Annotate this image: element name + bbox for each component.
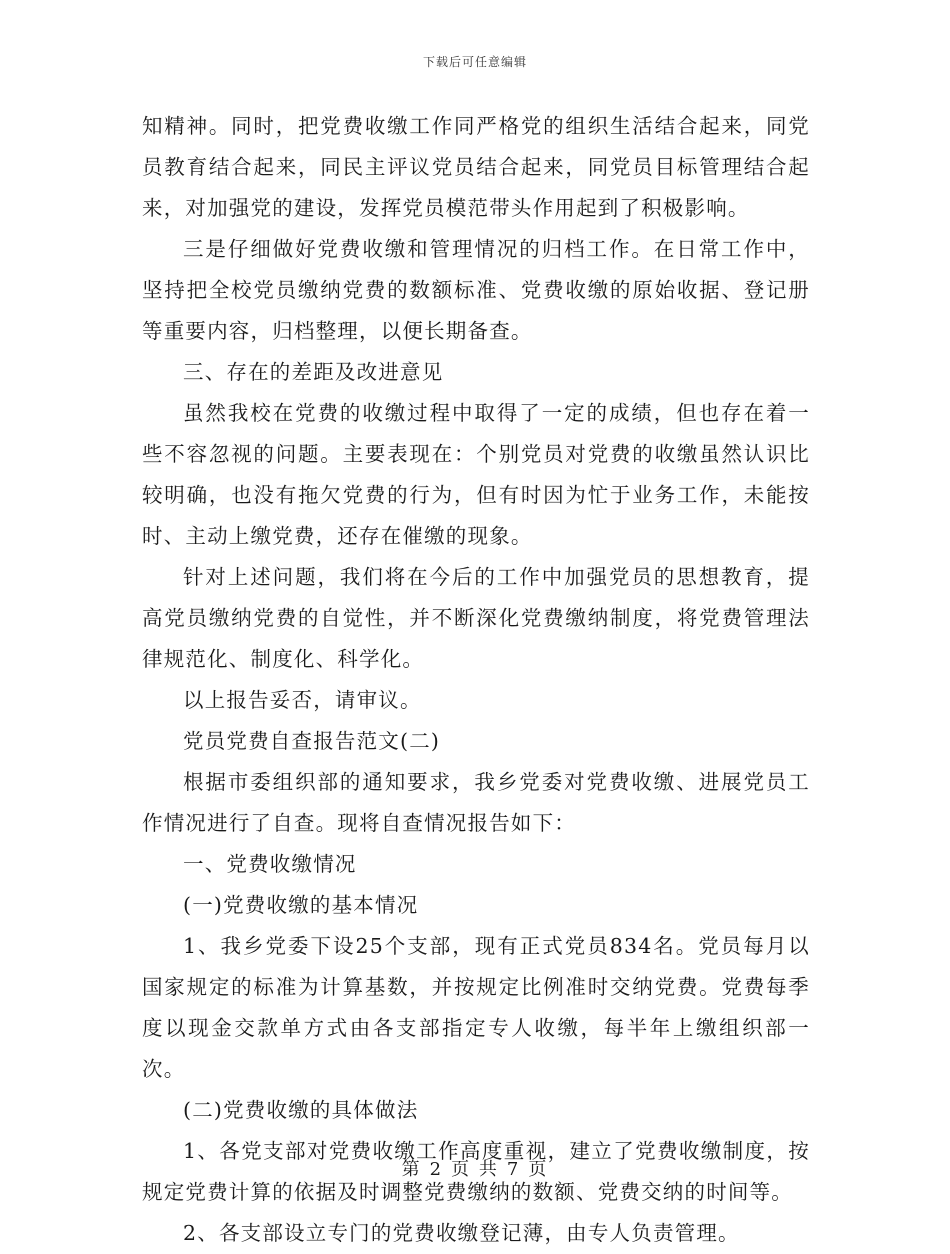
paragraph: 1、各党支部对党费收缴工作高度重视，建立了党费收缴制度，按规定党费计算的依据及时调整党费缴纳的数额、党费交纳的时间等。 [142, 1139, 810, 1204]
paragraph: 虽然我校在党费的收缴过程中取得了一定的成绩，但也存在着一些不容忽视的问题。主要表现在：个别党员对党费的收缴虽然认识比较明确，也没有拖欠党费的行为，但有时因为忙于业务工作，未能按时、主动上缴党费，还存在催缴的现象。 [142, 401, 810, 548]
section-heading: 一、党费收缴情况 [183, 852, 357, 876]
section-heading: 三、存在的差距及改进意见 [183, 360, 444, 384]
page-number-middle: 页 共 [451, 1159, 499, 1180]
paragraph: 根据市委组织部的通知要求，我乡党委对党费收缴、进展党员工作情况进行了自查。现将自查情况报告如下： [142, 770, 810, 835]
document-body [142, 106, 810, 1254]
paragraph: 三是仔细做好党费收缴和管理情况的归档工作。在日常工作中，坚持把全校党员缴纳党费的数额标准、党费收缴的原始收据、登记册等重要内容，归档整理，以便长期备查。 [142, 237, 810, 343]
paragraph: 1、我乡党委下设25个支部，现有正式党员834名。党员每月以国家规定的标准为计算基数，并按规定比例准时交纳党费。党费每季度以现金交款单方式由各支部指定专人收缴，每半年上缴组织部一次。 [142, 934, 810, 1081]
current-page: 2 [429, 1159, 444, 1180]
total-pages: 7 [506, 1159, 521, 1180]
document-subtitle: 党员党费自查报告范文(二) [183, 729, 441, 753]
paragraph: 针对上述问题，我们将在今后的工作中加强党员的思想教育，提高党员缴纳党费的自觉性，并不断深化党费缴纳制度，将党费管理法律规范化、制度化、科学化。 [142, 565, 810, 671]
page-header: 下载后可任意编辑 [422, 55, 527, 69]
paragraph: 知精神。同时，把党费收缴工作同严格党的组织生活结合起来，同党员教育结合起来，同民主评议党员结合起来，同党员目标管理结合起来，对加强党的建设，发挥党员模范带头作用起到了积极影响。 [142, 114, 810, 220]
paragraph: 2、各支部设立专门的党费收缴登记薄，由专人负责管理。 [183, 1221, 740, 1245]
page-number-suffix: 页 [528, 1159, 549, 1180]
page-number [0, 1155, 950, 1181]
page-number-prefix: 第 [401, 1159, 422, 1180]
subsection-heading: (一)党费收缴的基本情况 [183, 893, 419, 917]
subsection-heading: (二)党费收缴的具体做法 [183, 1098, 419, 1122]
paragraph: 以上报告妥否，请审议。 [183, 688, 422, 712]
